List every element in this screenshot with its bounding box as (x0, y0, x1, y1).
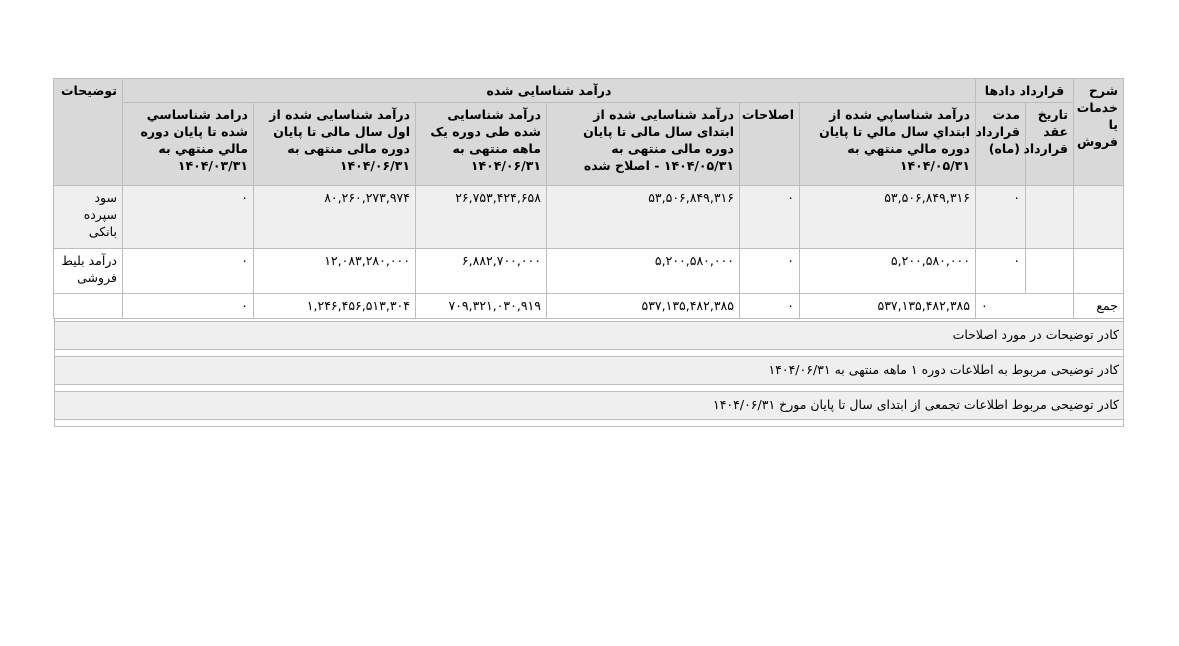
cell-rev-0331: ۰ (122, 249, 253, 294)
header-revenue-until-0531: درآمد شناساپي شده از ابتداي سال مالي تا پايان دوره مالي منتهي به ۱۴۰۴/۰۵/۳۱ (799, 103, 975, 186)
header-recognized-group: درآمد شناسایی شده (122, 79, 975, 103)
one-month-note: کادر توضیحی مربوط به اطلاعات دوره ۱ ماهه منتهی به ۱۴۰۴/۰۶/۳۱ (54, 357, 1124, 385)
cell-rev-one-month: ۶,۸۸۲,۷۰۰,۰۰۰ (415, 249, 546, 294)
cell-rev-corrected: ۵,۲۰۰,۵۸۰,۰۰۰ (546, 249, 739, 294)
spacer (54, 350, 1124, 357)
cell-service (1074, 249, 1124, 294)
total-row (53, 294, 1123, 319)
header-revenue-one-month: درآمد شناسایی شده طی دوره یک ماهه منتهی به ۱۴۰۴/۰۶/۳۱ (415, 103, 546, 186)
spacer (54, 420, 1124, 427)
cell-service (1074, 186, 1124, 249)
revenue-report (54, 78, 1124, 427)
cell-duration: ۰ (975, 249, 1025, 294)
header-contract-duration: مدت قرارداد (ماه) (975, 103, 1025, 186)
header-row-top (53, 79, 1123, 103)
cell-rev-one-month: ۲۶,۷۵۳,۴۲۴,۶۵۸ (415, 186, 546, 249)
header-revenue-corrected: درآمد شناسایی شده از ابتدای سال مالی تا پایان دوره مالی منتهی به ۱۴۰۴/۰۵/۳۱ - اصلاح شده (546, 103, 739, 186)
corrections-note: کادر توضیحات در مورد اصلاحات (54, 322, 1124, 350)
cell-corrections: ۰ (739, 249, 799, 294)
total-corrections: ۰ (739, 294, 799, 319)
header-corrections: اصلاحات (739, 103, 799, 186)
total-duration: ۰ (975, 294, 1073, 319)
cell-contract-date (1026, 249, 1074, 294)
header-explanations: توضیحات (53, 79, 122, 186)
total-rev-0631: ۱,۲۴۶,۴۵۶,۵۱۳,۳۰۴ (253, 294, 415, 319)
total-rev-0331: ۰ (122, 294, 253, 319)
total-rev-0531: ۵۳۷,۱۳۵,۴۸۲,۳۸۵ (799, 294, 975, 319)
cell-rev-0631: ۱۲,۰۸۳,۲۸۰,۰۰۰ (253, 249, 415, 294)
table-row (53, 249, 1123, 294)
cell-explanation: درآمد بلیط فروشی (53, 249, 122, 294)
cell-explanation: سود سپرده بانکی (53, 186, 122, 249)
cell-rev-0331: ۰ (122, 186, 253, 249)
total-rev-one-month: ۷۰۹,۳۲۱,۰۳۰,۹۱۹ (415, 294, 546, 319)
header-service-desc: شرح خدمات یا فروش (1074, 79, 1124, 186)
header-revenue-until-0331: درامد شناساسي شده تا پايان دوره مالي منتهي به ۱۴۰۴/۰۳/۳۱ (122, 103, 253, 186)
header-contract-date: تاریخ عقد قرارداد (1026, 103, 1074, 186)
cell-rev-0631: ۸۰,۲۶۰,۲۷۳,۹۷۴ (253, 186, 415, 249)
cell-rev-0531: ۵,۲۰۰,۵۸۰,۰۰۰ (799, 249, 975, 294)
header-revenue-until-0631: درآمد شناسایی شده از اول سال مالی تا پایان دوره مالی منتهی به ۱۴۰۴/۰۶/۳۱ (253, 103, 415, 186)
cumulative-note: کادر توضیحی مربوط اطلاعات تجمعی از ابتدای سال تا پایان مورخ ۱۴۰۴/۰۶/۳۱ (54, 392, 1124, 420)
revenue-table (53, 78, 1124, 319)
cell-rev-0531: ۵۳,۵۰۶,۸۴۹,۳۱۶ (799, 186, 975, 249)
cell-duration: ۰ (975, 186, 1025, 249)
cell-contract-date (1026, 186, 1074, 249)
header-contracts-group: قرارداد دادها (975, 79, 1073, 103)
total-rev-corrected: ۵۳۷,۱۳۵,۴۸۲,۳۸۵ (546, 294, 739, 319)
total-label: جمع (1074, 294, 1124, 319)
total-explanation (53, 294, 122, 319)
cell-rev-corrected: ۵۳,۵۰۶,۸۴۹,۳۱۶ (546, 186, 739, 249)
header-row-bottom (53, 103, 1123, 186)
cell-corrections: ۰ (739, 186, 799, 249)
table-row (53, 186, 1123, 249)
spacer (54, 385, 1124, 392)
